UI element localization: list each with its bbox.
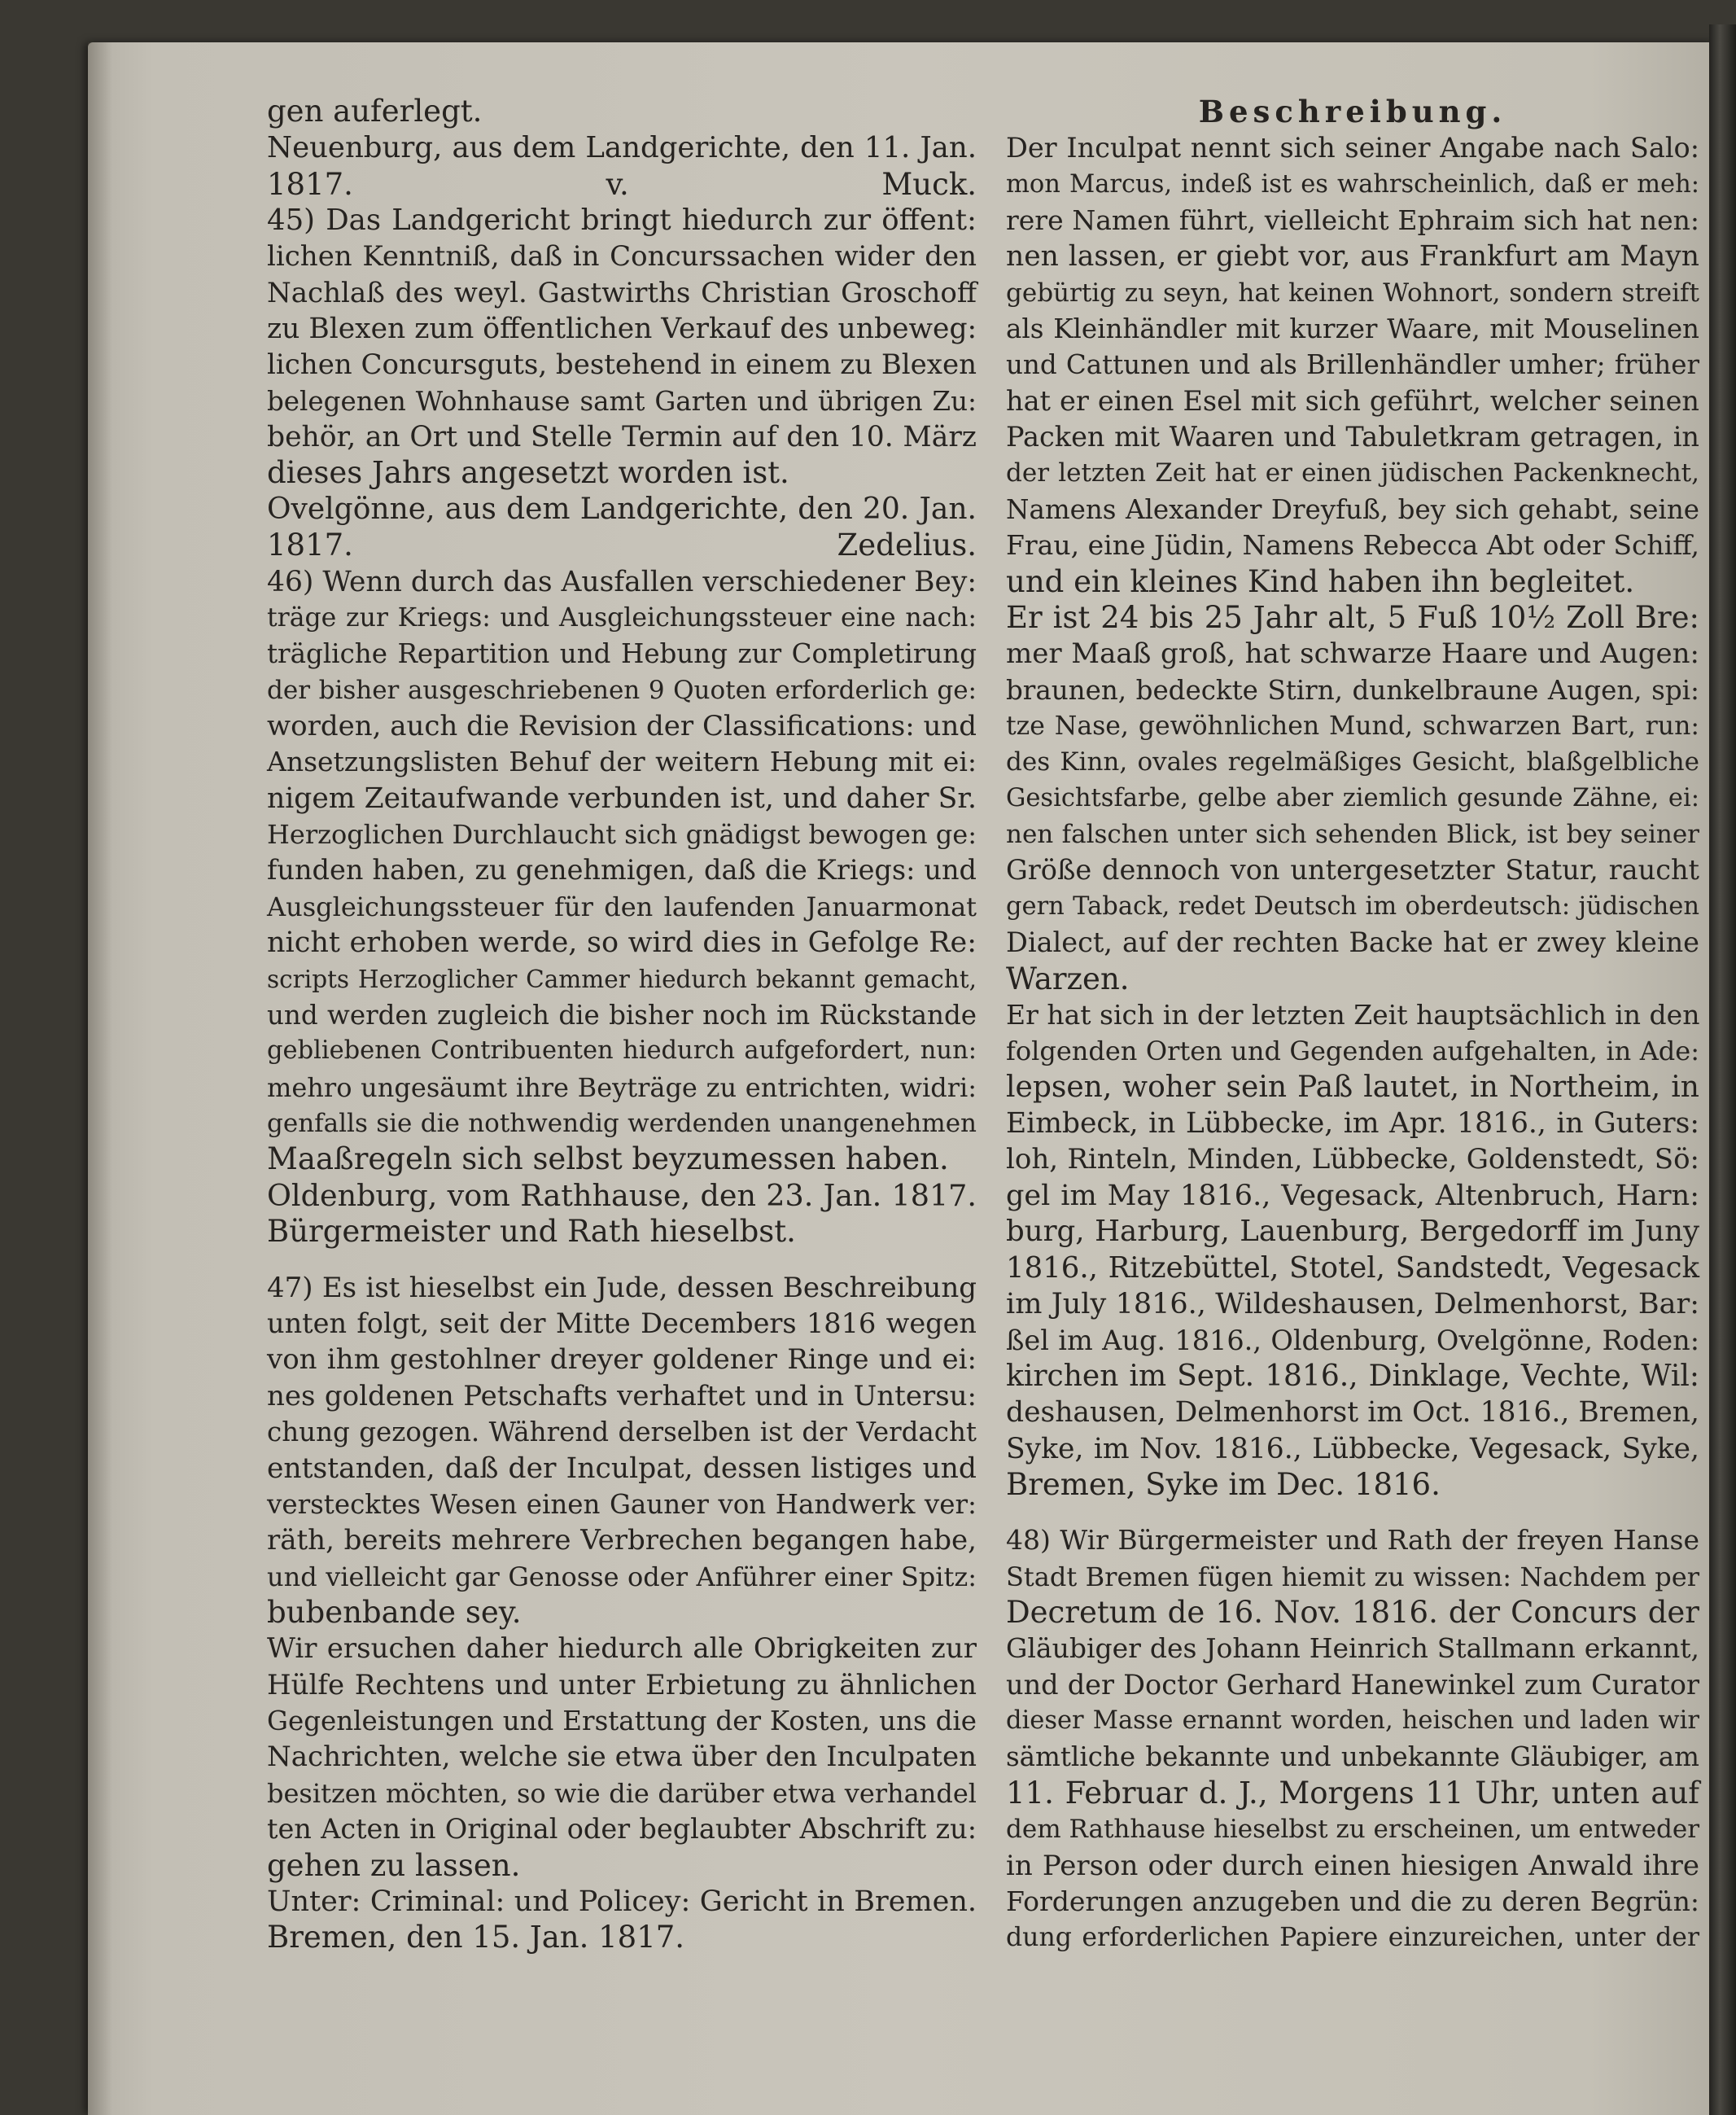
- right-column-line: Der Inculpat nennt sich seiner Angabe nach Salo:: [1006, 132, 1699, 164]
- right-column-line: 11. Februar d. J., Morgens 11 Uhr, unten auf: [1006, 1776, 1699, 1811]
- right-column-line: folgenden Orten und Gegenden aufgehalten, in Ade:: [1006, 1036, 1699, 1066]
- right-column-line: in Person oder durch einen hiesigen Anwald ihre: [1006, 1850, 1699, 1882]
- right-column-line: Er hat sich in der letzten Zeit hauptsächlich in den: [1006, 999, 1700, 1031]
- left-column-line: Bürgermeister und Rath hieselbst.: [267, 1214, 796, 1249]
- right-column-line: Stadt Bremen fügen hiemit zu wissen: Nachdem per: [1006, 1561, 1699, 1592]
- left-column-line: unten folgt, seit der Mitte Decembers 1816 wegen: [267, 1307, 977, 1339]
- right-column-line: ßel im Aug. 1816., Oldenburg, Ovelgönne, Roden:: [1006, 1325, 1699, 1356]
- right-column-line: 1816., Ritzebüttel, Stotel, Sandstedt, Vegesack: [1006, 1251, 1699, 1285]
- right-column-line: Er ist 24 bis 25 Jahr alt, 5 Fuß 10½ Zoll Bre:: [1006, 600, 1699, 635]
- left-column-line: und vielleicht gar Genosse oder Anführer einer Spitz:: [267, 1561, 977, 1592]
- left-column-line: scripts Herzoglicher Cammer hiedurch bekannt gemacht,: [267, 966, 977, 993]
- left-column-line: ten Acten in Original oder beglaubter Abschrift zu:: [267, 1813, 977, 1845]
- left-column-line: lichen Concursguts, bestehend in einem zu Blexen: [267, 348, 977, 381]
- left-column-line: Wir ersuchen daher hiedurch alle Obrigkeiten zur: [267, 1632, 977, 1665]
- left-column-line: chung gezogen. Während derselben ist der Verdacht: [267, 1417, 977, 1447]
- left-column-line: der bisher ausgeschriebenen 9 Quoten erforderlich ge:: [267, 676, 977, 705]
- right-column-line: tze Nase, gewöhnlichen Mund, schwarzen Bart, run:: [1006, 712, 1699, 741]
- right-column-line: dieser Masse ernannt worden, heischen und laden wir: [1006, 1706, 1699, 1735]
- right-column-line: Syke, im Nov. 1816., Lübbecke, Vegesack, Syke,: [1006, 1433, 1699, 1465]
- left-column-line: Bremen, den 15. Jan. 1817.: [267, 1920, 685, 1955]
- right-column-line: lepsen, woher sein Paß lautet, in Northeim, in: [1006, 1071, 1699, 1104]
- left-column-line: entstanden, daß der Inculpat, dessen listiges und: [267, 1452, 977, 1485]
- right-column-line: Gläubiger des Johann Heinrich Stallmann erkannt,: [1006, 1632, 1699, 1664]
- left-column-line: mehro ungesäumt ihre Beyträge zu entrichten, widri:: [267, 1072, 977, 1103]
- right-column-line: Beschreibung.: [1198, 94, 1507, 129]
- right-column-line: Forderungen anzugeben und die zu deren Begrün:: [1006, 1885, 1699, 1917]
- left-column-line: trägliche Repartition und Hebung zur Completirung: [267, 638, 977, 669]
- left-column-line: und werden zugleich die bisher noch im Rückstande: [267, 1000, 977, 1031]
- left-column-line: nes goldenen Petschafts verhaftet und in Untersu:: [267, 1380, 977, 1412]
- right-column-line: als Kleinhändler mit kurzer Waare, mit Mouselinen: [1006, 313, 1699, 344]
- right-column-line: des Kinn, ovales regelmäßiges Gesicht, blaßgelbliche: [1006, 747, 1699, 777]
- left-column-line: verstecktes Wesen einen Gauner von Handwerk ver:: [267, 1489, 977, 1520]
- right-column-line: loh, Rinteln, Minden, Lübbecke, Goldenstedt, Sö:: [1006, 1143, 1699, 1176]
- left-column-line: 1817. Zedelius.: [267, 528, 977, 563]
- right-column-line: sämtliche bekannte und unbekannte Gläubiger, am: [1006, 1741, 1699, 1772]
- right-column-line: kirchen im Sept. 1816., Dinklage, Vechte, Wil:: [1006, 1360, 1699, 1393]
- left-column-line: gehen zu lassen.: [267, 1848, 521, 1883]
- left-column-line: Nachlaß des weyl. Gastwirths Christian Groschoff: [267, 277, 977, 309]
- left-column-line: Nachrichten, welche sie etwa über den Inculpaten: [267, 1741, 977, 1773]
- page-edge: [1709, 24, 1736, 2115]
- left-column-line: behör, an Ort und Stelle Termin auf den 10. März: [267, 421, 977, 453]
- right-column-line: Größe dennoch von untergesetzter Statur, raucht: [1006, 854, 1699, 886]
- right-column-line: der letzten Zeit hat er einen jüdischen Packenknecht,: [1006, 458, 1699, 488]
- left-column-line: Unter: Criminal: und Policey: Gericht in Bremen.: [267, 1885, 977, 1918]
- right-column-line: Namens Alexander Dreyfuß, bey sich gehabt, seine: [1006, 494, 1699, 525]
- right-column-line: 48) Wir Bürgermeister und Rath der freyen Hanse: [1006, 1524, 1699, 1556]
- right-column-line: braunen, bedeckte Stirn, dunkelbraune Augen, spi:: [1006, 675, 1699, 706]
- left-column-line: nigem Zeitaufwande verbunden ist, und daher Sr.: [267, 782, 977, 815]
- left-column-line: Gegenleistungen und Erstattung der Kosten, uns die: [267, 1706, 977, 1736]
- right-column-line: Gesichtsfarbe, gelbe aber ziemlich gesunde Zähne, ei:: [1006, 784, 1699, 812]
- left-column-line: Neuenburg, aus dem Landgerichte, den 11. Jan.: [267, 131, 977, 164]
- left-column-line: träge zur Kriegs: und Ausgleichungssteuer eine nach:: [267, 603, 977, 633]
- left-column-line: funden haben, zu genehmigen, daß die Kriegs: und: [267, 854, 977, 886]
- left-column-line: bubenbande sey.: [267, 1595, 522, 1630]
- right-column-line: dung erforderlichen Papiere einzureichen, unter der: [1006, 1923, 1699, 1952]
- left-column-line: 45) Das Landgericht bringt hiedurch zur öffent:: [267, 204, 977, 237]
- right-column-line: Eimbeck, in Lübbecke, im Apr. 1816., in Guters:: [1006, 1107, 1699, 1140]
- right-column-line: mer Maaß groß, hat schwarze Haare und Augen:: [1006, 637, 1699, 670]
- left-column-line: lichen Kenntniß, daß in Concurssachen wider den: [267, 240, 977, 273]
- left-column-line: Ausgleichungssteuer für den laufenden Januarmonat: [267, 891, 977, 922]
- right-column-line: rere Namen führt, vielleicht Ephraim sich hat nen:: [1006, 204, 1699, 236]
- right-column-line: deshausen, Delmenhorst im Oct. 1816., Bremen,: [1006, 1396, 1699, 1429]
- right-column-line: burg, Harburg, Lauenburg, Bergedorff im Juny: [1006, 1215, 1699, 1248]
- left-column-line: nicht erhoben werde, so wird dies in Gefolge Re:: [267, 926, 977, 959]
- right-column-line: mon Marcus, indeß ist es wahrscheinlich, daß er meh:: [1006, 170, 1699, 199]
- left-column-line: gebliebenen Contribuenten hiedurch aufgefordert, nun:: [267, 1036, 977, 1065]
- right-column-line: und der Doctor Gerhard Hanewinkel zum Curator: [1006, 1669, 1699, 1701]
- right-column-line: nen lassen, er giebt vor, aus Frankfurt am Mayn: [1006, 240, 1699, 273]
- left-column-line: räth, bereits mehrere Verbrechen begangen habe,: [267, 1524, 977, 1557]
- left-column-line: 47) Es ist hieselbst ein Jude, dessen Beschreibung: [267, 1272, 977, 1304]
- left-column-line: 1817. v. Muck.: [267, 167, 977, 202]
- right-column-line: gern Taback, redet Deutsch im oberdeutsch: jüdischen: [1006, 892, 1699, 921]
- right-column-line: nen falschen unter sich sehenden Blick, ist bey seiner: [1006, 820, 1699, 849]
- right-column-line: gel im May 1816., Vegesack, Altenbruch, Harn:: [1006, 1180, 1699, 1212]
- left-column-line: dieses Jahrs angesetzt worden ist.: [267, 455, 789, 490]
- right-column-line: Warzen.: [1006, 961, 1130, 996]
- left-column-line: von ihm gestohlner dreyer goldener Ringe und ei:: [267, 1343, 977, 1376]
- right-column-line: Packen mit Waaren und Tabuletkram getragen, in: [1006, 421, 1699, 453]
- left-column-line: zu Blexen zum öffentlichen Verkauf des unbeweg:: [267, 313, 977, 345]
- left-column-line: genfalls sie die nothwendig werdenden unangenehmen: [267, 1109, 977, 1138]
- left-column-line: besitzen möchten, so wie die darüber etwa verhandel: [267, 1778, 977, 1809]
- right-column-line: gebürtig zu seyn, hat keinen Wohnort, sondern streift: [1006, 278, 1699, 308]
- left-column-line: Oldenburg, vom Rathhause, den 23. Jan. 1817.: [267, 1178, 977, 1213]
- right-column-line: dem Rathhause hieselbst zu erscheinen, um entweder: [1006, 1815, 1700, 1844]
- left-column-line: 46) Wenn durch das Ausfallen verschiedener Bey:: [267, 566, 977, 598]
- right-column-line: und ein kleines Kind haben ihn begleitet.: [1006, 564, 1635, 599]
- left-column-line: Ovelgönne, aus dem Landgerichte, den 20. Jan.: [267, 493, 977, 526]
- right-column-line: hat er einen Esel mit sich geführt, welcher seinen: [1006, 385, 1699, 417]
- right-column-line: Decretum de 16. Nov. 1816. der Concurs der: [1006, 1595, 1699, 1630]
- right-column-line: Dialect, auf der rechten Backe hat er zwey kleine: [1006, 926, 1699, 958]
- left-column-line: gen auferlegt.: [267, 94, 483, 129]
- left-column-line: Herzoglichen Durchlaucht sich gnädigst bewogen ge:: [267, 819, 977, 850]
- left-column-line: Ansetzungslisten Behuf der weitern Hebung mit ei:: [267, 746, 977, 777]
- left-column-line: Maaßregeln sich selbst beyzumessen haben.: [267, 1141, 949, 1176]
- right-column-line: und Cattunen und als Brillenhändler umher; früher: [1006, 349, 1699, 380]
- right-column-line: Bremen, Syke im Dec. 1816.: [1006, 1467, 1441, 1502]
- left-column-line: Hülfe Rechtens und unter Erbietung zu ähnlichen: [267, 1669, 977, 1701]
- left-column-line: belegenen Wohnhause samt Garten und übrigen Zu:: [267, 386, 977, 417]
- right-column-line: Frau, eine Jüdin, Namens Rebecca Abt oder Schiff,: [1006, 529, 1699, 561]
- left-column-line: worden, auch die Revision der Classifications: und: [267, 710, 977, 742]
- right-column-line: im July 1816., Wildeshausen, Delmenhorst, Bar:: [1006, 1288, 1699, 1320]
